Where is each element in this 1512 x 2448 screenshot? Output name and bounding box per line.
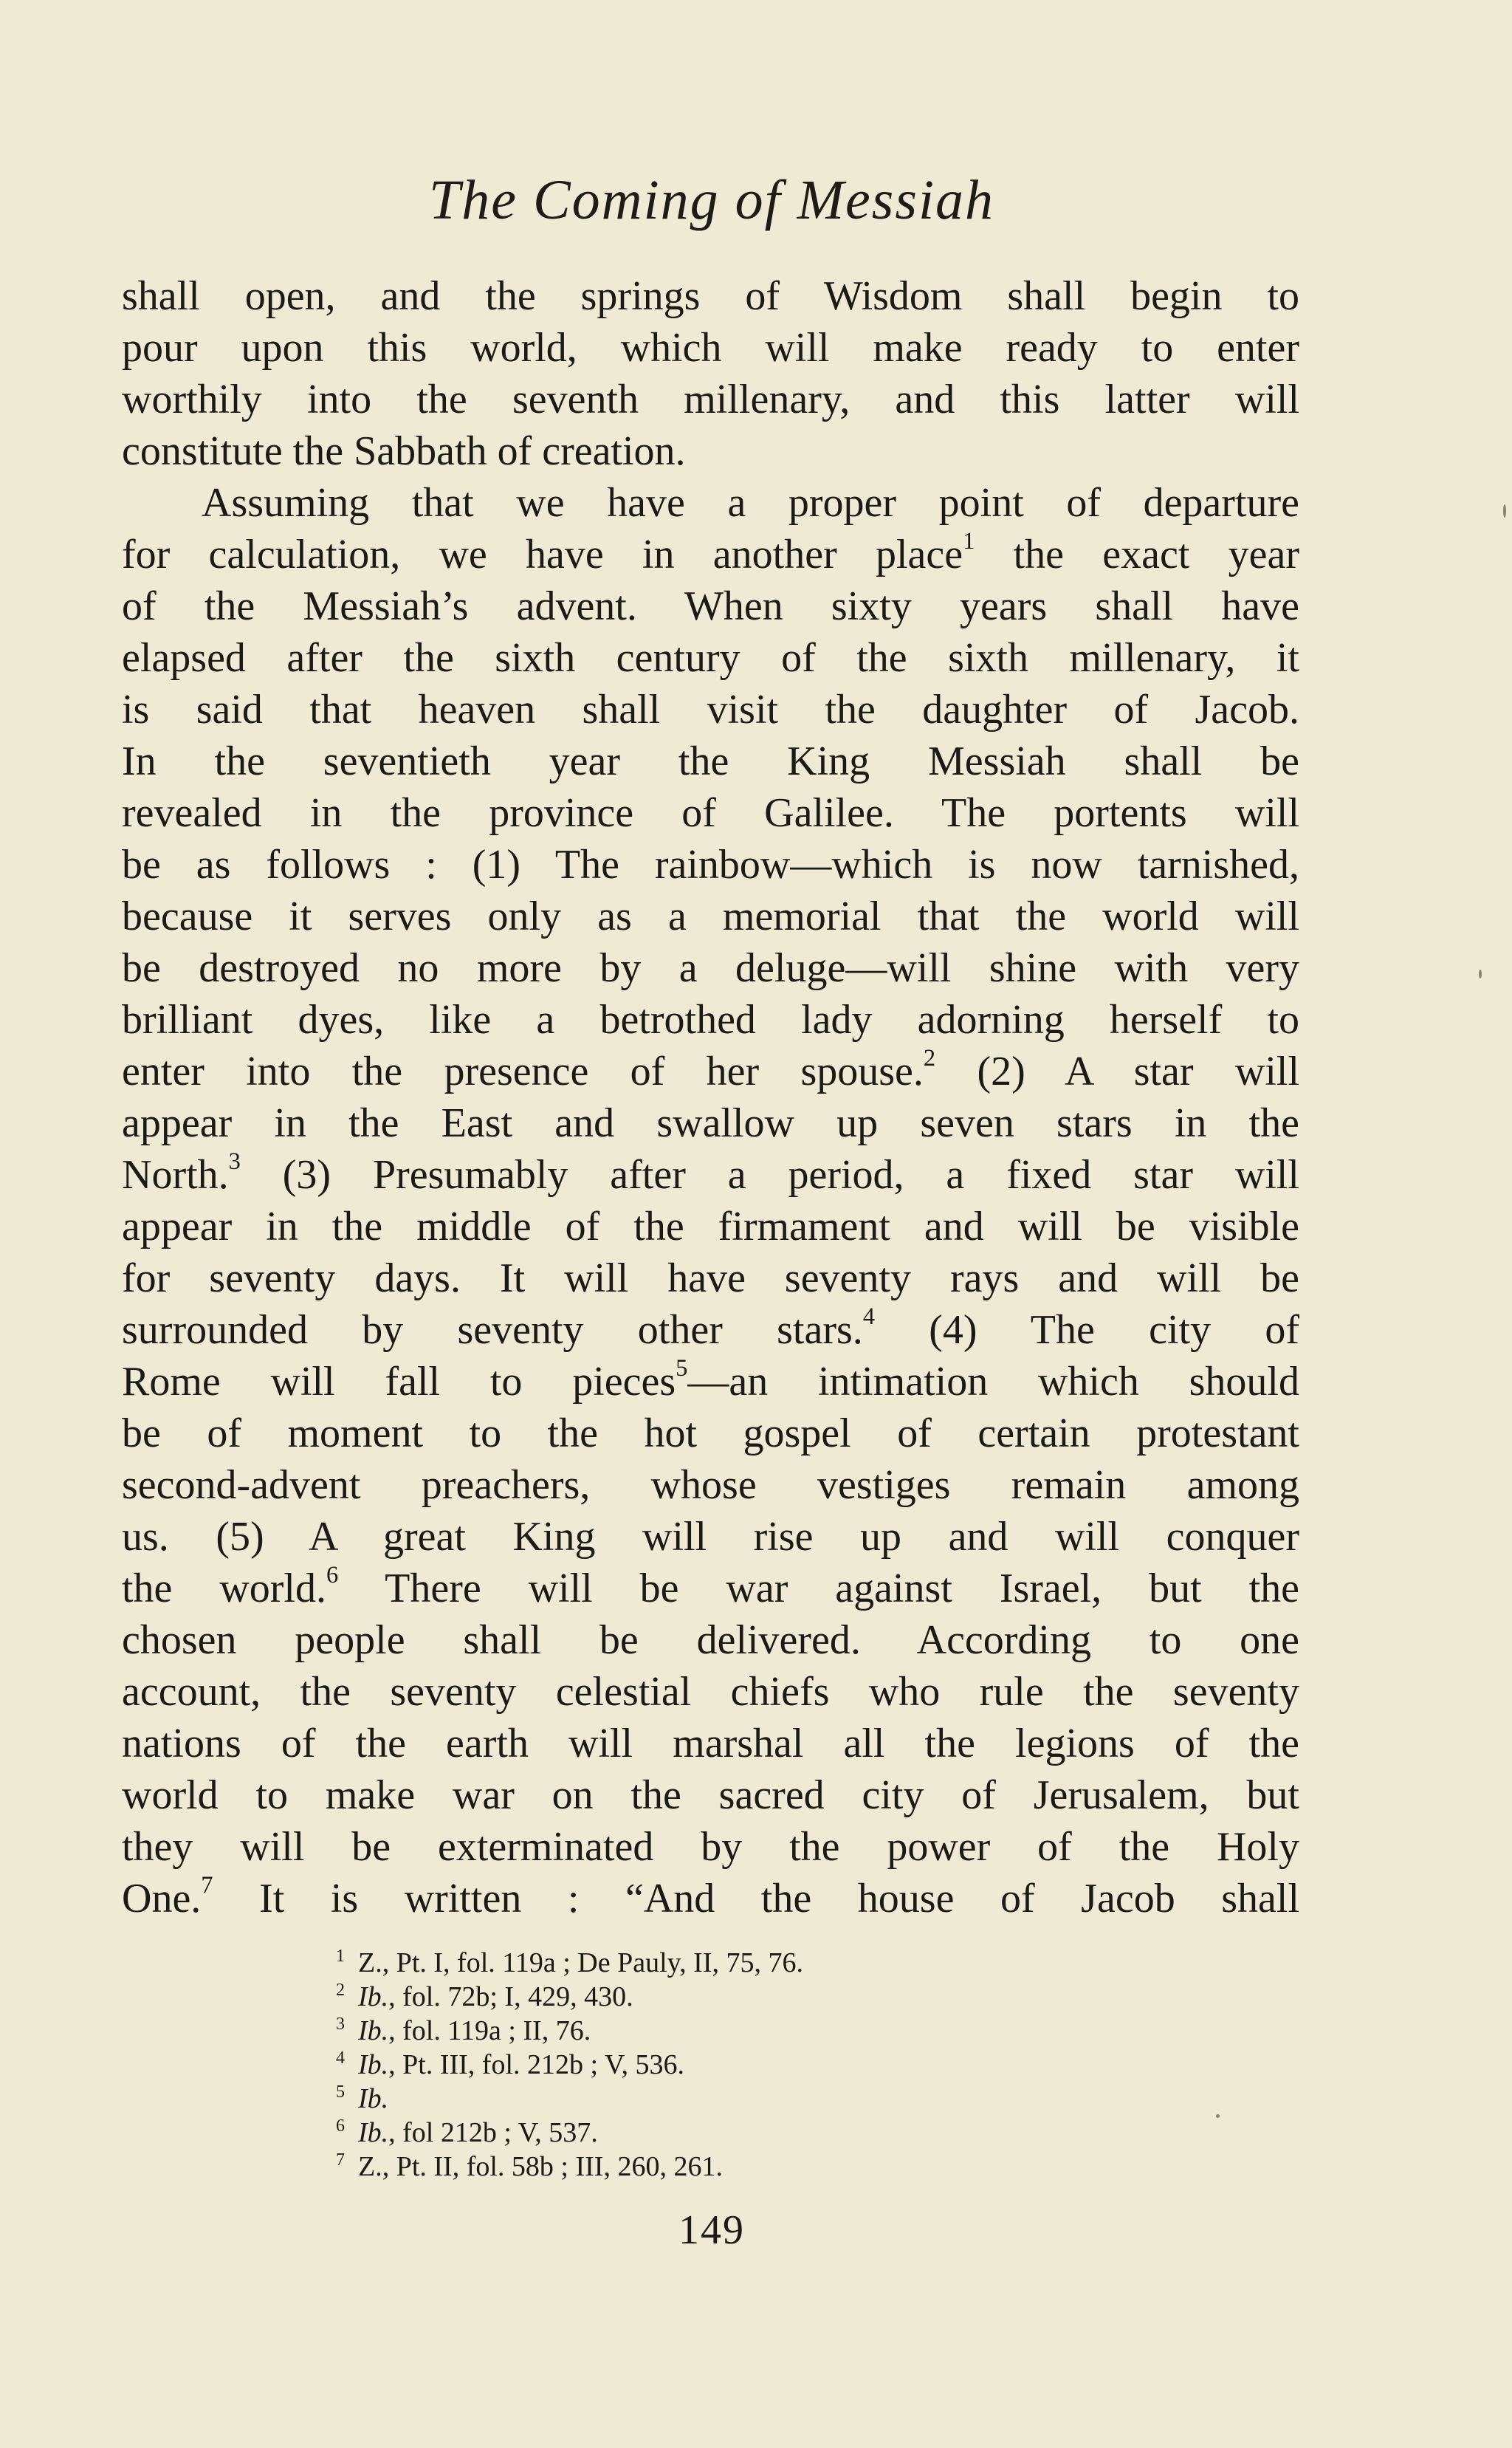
paper-speck (1503, 504, 1506, 518)
body-line: shall open, and the springs of Wisdom shall begin to (122, 273, 1299, 319)
footnote: 7 Z., Pt. II, fol. 58b ; III, 260, 261. (336, 2143, 1222, 2177)
body-line: account, the seventy celestial chiefs who rule the seventy (122, 1669, 1299, 1715)
body-line: be of moment to the hot gospel of certain protestant (122, 1410, 1299, 1456)
body-line: nations of the earth will marshal all the legions of the (122, 1721, 1299, 1766)
body-line: brilliant dyes, like a betrothed lady adorning herself to (122, 997, 1299, 1043)
body-line: us. (5) A great King will rise up and will conquer (122, 1514, 1299, 1560)
footnote-number: 3 (336, 2015, 345, 2034)
body-line: be as follows : (1) The rainbow—which is now tarnished, (122, 842, 1299, 888)
body-line: constitute the Sabbath of creation. (122, 428, 686, 474)
footnote-mark: 2 (923, 1046, 936, 1072)
body-line: for calculation, we have in another place$^1$ the exact year (122, 529, 1299, 577)
footnote-mark: 4 (862, 1304, 875, 1331)
body-line: worthily into the seventh millenary, and this latter will (122, 377, 1299, 422)
body-line: North.$^3$ (3) Presumably after a period, a fixed star will (122, 1149, 1299, 1198)
footnote-number: 4 (336, 2048, 345, 2068)
footnote: 3 Ib., fol. 119a ; II, 76. (336, 2007, 1222, 2041)
body-line: In the seventieth year the King Messiah shall be (122, 738, 1299, 784)
footnote: 6 Ib., fol 212b ; V, 537. (336, 2109, 1222, 2143)
body-line: the world.$^6$ There will be war against Israel, but the (122, 1563, 1299, 1611)
footnote-number: 5 (336, 2082, 345, 2102)
footnote-number: 6 (336, 2116, 345, 2136)
body-line: One.$^7$ It is written : “And the house of Jacob shall (122, 1873, 1299, 1921)
body-line: they will be exterminated by the power of the Holy (122, 1824, 1299, 1870)
footnote-mark: 6 (326, 1563, 339, 1589)
body-text (122, 270, 1299, 1924)
footnotes (336, 1939, 1222, 2182)
footnote-number: 2 (336, 1981, 345, 2000)
footnote-number: 7 (336, 2150, 345, 2170)
body-line: second-advent preachers, whose vestiges remain among (122, 1462, 1299, 1508)
body-line: pour upon this world, which will make ready to enter (122, 325, 1299, 371)
running-title: The Coming of Messiah (428, 169, 995, 231)
footnote-mark: 7 (201, 1873, 213, 1899)
body-line: because it serves only as a memorial that the world will (122, 894, 1299, 939)
footnote: 1 Z., Pt. I, fol. 119a ; De Pauly, II, 75, 76. (336, 1939, 1222, 1973)
body-line: revealed in the province of Galilee. The portents will (122, 790, 1299, 836)
body-line: appear in the middle of the firmament and will be visible (122, 1204, 1299, 1249)
footnote: 5 Ib. (336, 2075, 1222, 2109)
footnote-mark: 1 (963, 529, 975, 555)
paper-speck (1479, 970, 1482, 978)
body-line: elapsed after the sixth century of the sixth millenary, it (122, 635, 1299, 681)
body-line: Rome will fall to pieces$^5$—an intimation which should (122, 1356, 1299, 1405)
body-line: appear in the East and swallow up seven stars in the (122, 1100, 1299, 1146)
body-line: enter into the presence of her spouse.$^2$ (2) A star will (122, 1046, 1299, 1094)
body-line: Assuming that we have a proper point of departure (202, 480, 1299, 526)
footnote-number: 1 (336, 1947, 345, 1966)
body-line: surrounded by seventy other stars.$^4$ (4) The city of (122, 1304, 1299, 1353)
body-line: chosen people shall be delivered. According to one (122, 1617, 1299, 1663)
paper-speck (1216, 2114, 1220, 2118)
footnote-mark: 3 (228, 1149, 241, 1176)
footnote: 2 Ib., fol. 72b; I, 429, 430. (336, 1973, 1222, 2007)
body-line: is said that heaven shall visit the daughter of Jacob. (122, 687, 1299, 733)
body-line: be destroyed no more by a deluge—will shine with very (122, 945, 1299, 991)
body-line: for seventy days. It will have seventy rays and will be (122, 1255, 1299, 1301)
footnote-mark: 5 (676, 1356, 688, 1382)
body-line: of the Messiah’s advent. When sixty years shall have (122, 583, 1299, 629)
footnote: 4 Ib., Pt. III, fol. 212b ; V, 536. (336, 2041, 1222, 2075)
page-number: 149 (678, 2207, 745, 2253)
body-line: world to make war on the sacred city of Jerusalem, but (122, 1772, 1299, 1818)
